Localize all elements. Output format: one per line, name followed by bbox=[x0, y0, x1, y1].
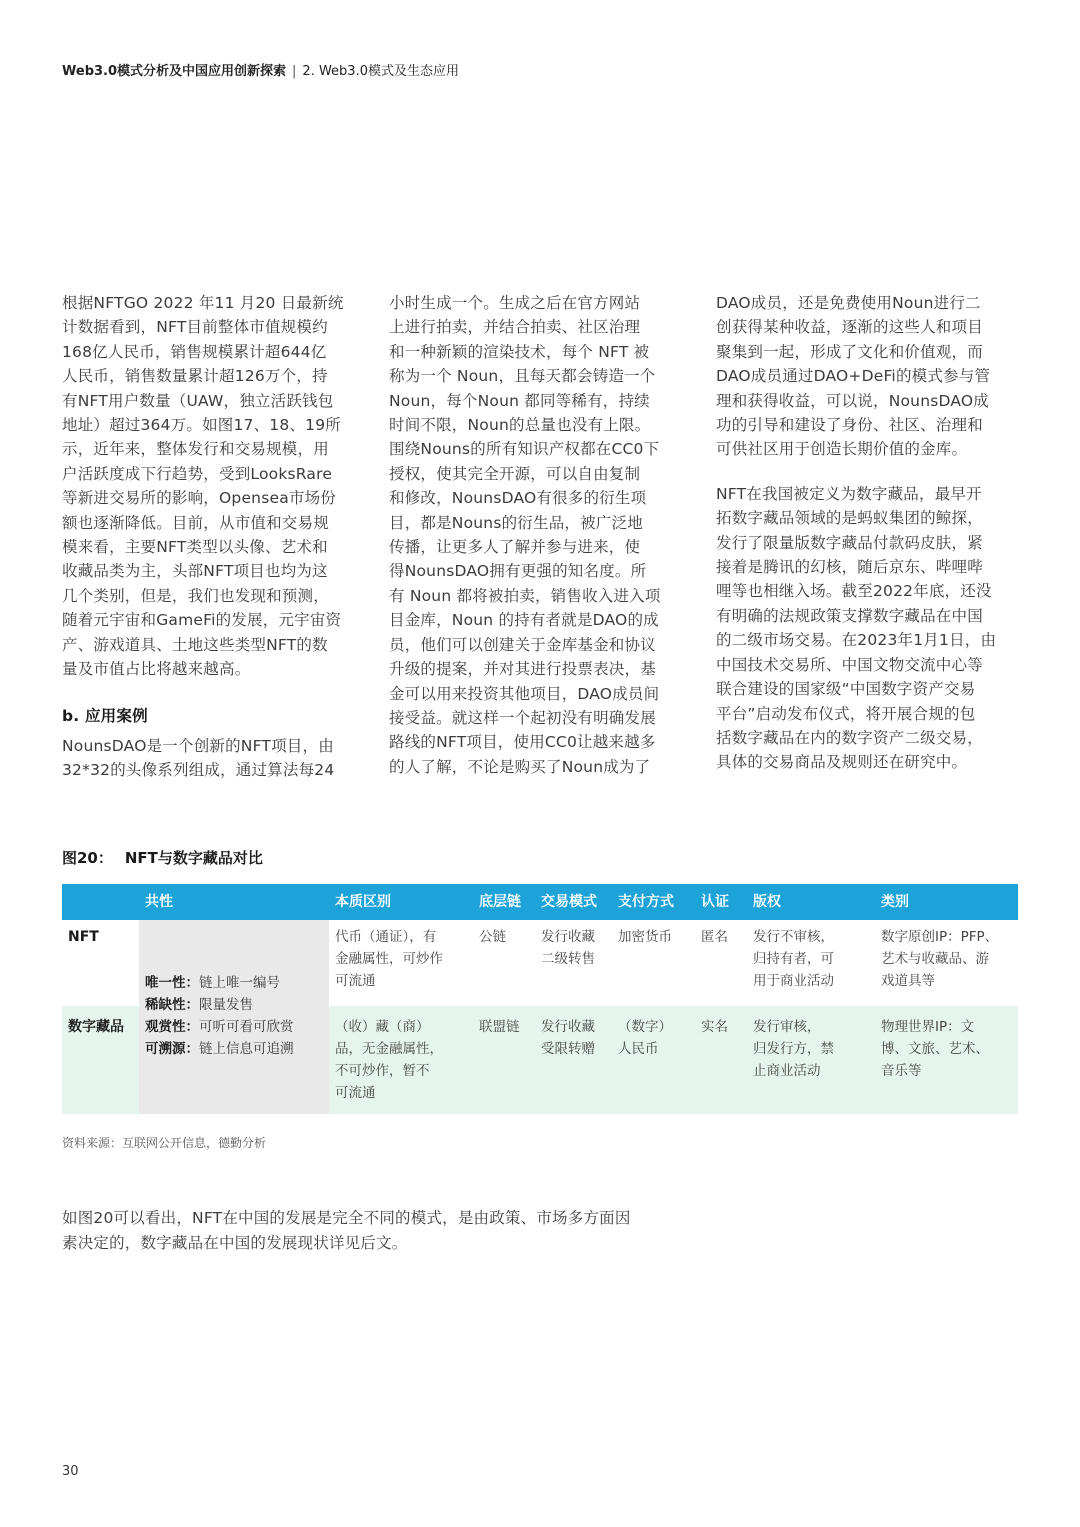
text-line: 发行审核， bbox=[753, 1019, 821, 1035]
text-line: NFT在我国被定义为数字藏品，最早开 bbox=[716, 484, 982, 503]
column1-paragraph-1 bbox=[62, 291, 362, 682]
text-line: 计数据看到，NFT目前整体市值规模约 bbox=[62, 318, 328, 337]
text-line: 示，近年来，整体发行和交易规模，用 bbox=[62, 440, 329, 459]
text-line: 目，都是Nouns的衍生品，被广泛地 bbox=[389, 513, 643, 532]
cell-auth: 实名 bbox=[695, 1006, 747, 1114]
common-trait: 观赏性：可听可看可欣赏 bbox=[145, 1019, 294, 1035]
header-separator: | bbox=[292, 64, 297, 79]
text-line: 平台”启动发布仪式，将开展合规的包 bbox=[716, 704, 976, 723]
column3-paragraph-1 bbox=[716, 291, 1021, 462]
text-line: 戏道具等 bbox=[881, 973, 935, 989]
figure-number: 图20： bbox=[62, 849, 113, 867]
text-line: 时间不限，Noun的总量也没有上限。 bbox=[389, 416, 651, 435]
common-traits-cell bbox=[139, 920, 329, 1114]
text-line: 素决定的，数字藏品在中国的发展现状详见后文。 bbox=[62, 1233, 408, 1252]
text-line: 上进行拍卖，并结合拍卖、社区治理 bbox=[389, 318, 641, 337]
text-line: 和一种新颖的渲染技术，每个 NFT 被 bbox=[389, 342, 650, 361]
text-line: 发行不审核， bbox=[753, 929, 834, 945]
text-line: 小时生成一个。生成之后在官方网站 bbox=[389, 294, 641, 312]
header-cell-payment: 支付方式 bbox=[612, 884, 695, 920]
page-number: 30 bbox=[62, 1464, 79, 1479]
header-cell-category: 类别 bbox=[875, 884, 1018, 920]
text-line: 模来看，主要NFT类型以头像、艺术和 bbox=[62, 538, 328, 557]
text-line: 户活跃度成下行趋势，受到LooksRare bbox=[62, 464, 333, 483]
text-line: 围绕Nouns的所有知识产权都在CC0下 bbox=[389, 440, 660, 459]
text-line: 接受益。就这样一个起初没有明确发展 bbox=[389, 708, 656, 727]
text-line: 品，无金融属性， bbox=[335, 1041, 443, 1057]
text-line: 受限转赠 bbox=[541, 1041, 595, 1057]
text-line: 代币（通证），有 bbox=[335, 929, 437, 945]
common-trait: 可溯源：链上信息可追溯 bbox=[145, 1041, 294, 1057]
cell-trade bbox=[535, 1006, 612, 1114]
text-line: 员，他们可以创建关于金库基金和协议 bbox=[389, 635, 656, 654]
cell-category bbox=[875, 1006, 1018, 1114]
text-line: （收）藏（商） bbox=[335, 1019, 430, 1035]
text-line: 接着是腾讯的幻核，随后京东、哔哩哔 bbox=[716, 558, 983, 577]
text-line: 不可炒作，暂不 bbox=[335, 1063, 430, 1079]
text-line: 创获得某种收益，逐渐的这些人和项目 bbox=[716, 318, 983, 337]
figure-title bbox=[62, 847, 263, 868]
cell-payment: 加密货币 bbox=[612, 920, 695, 1006]
text-line: 的人了解，不论是购买了Noun成为了 bbox=[389, 757, 651, 776]
text-line: 博、文旅、艺术、 bbox=[881, 1041, 989, 1057]
text-line: 根据NFTGO 2022 年11 月20 日最新统 bbox=[62, 294, 344, 312]
text-line: 归发行方，禁 bbox=[753, 1041, 834, 1057]
text-line: 168亿人民币，销售规模累计超644亿 bbox=[62, 342, 327, 361]
cell-payment bbox=[612, 1006, 695, 1114]
text-column-1 bbox=[62, 291, 362, 782]
text-line: 路线的NFT项目，使用CC0让越来越多 bbox=[389, 733, 656, 752]
text-line: 金可以用来投资其他项目，DAO成员间 bbox=[389, 684, 660, 703]
text-line: （数字） bbox=[618, 1019, 672, 1035]
text-line: 归持有者，可 bbox=[753, 951, 834, 967]
cell-copyright bbox=[747, 1006, 875, 1114]
common-trait: 唯一性：链上唯一编号 bbox=[145, 975, 280, 991]
text-line: 升级的提案，并对其进行投票表决，基 bbox=[389, 660, 656, 679]
figure-source: 资料来源：互联网公开信息，德勤分析 bbox=[62, 1136, 267, 1150]
page-header bbox=[62, 60, 459, 79]
header-cell-auth: 认证 bbox=[695, 884, 747, 920]
table-header-row bbox=[62, 884, 1018, 920]
comparison-table bbox=[62, 884, 1018, 1114]
text-line: 数字原创IP：PFP、 bbox=[881, 929, 999, 945]
text-line: 人民币，销售数量累计超126万个，持 bbox=[62, 367, 328, 386]
text-line: 用于商业活动 bbox=[753, 973, 834, 989]
text-line: 地址）超过364万。如图17、18、19所 bbox=[62, 416, 341, 435]
text-line: 量及市值占比将越来越高。 bbox=[62, 660, 251, 679]
text-line: 理和获得收益，可以说，NounsDAO成 bbox=[716, 391, 989, 410]
text-column-3 bbox=[716, 291, 1021, 775]
text-line: 随着元宇宙和GameFi的发展，元宇宙资 bbox=[62, 611, 342, 630]
text-line: Noun，每个Noun 都同等稀有，持续 bbox=[389, 391, 650, 410]
text-line: 金融属性，可炒作 bbox=[335, 951, 443, 967]
column1-paragraph-2 bbox=[62, 734, 362, 783]
cell-essence bbox=[329, 920, 473, 1006]
text-line: 止商业活动 bbox=[753, 1063, 821, 1079]
text-column-2 bbox=[389, 291, 689, 779]
cell-chain: 联盟链 bbox=[473, 1006, 535, 1114]
text-line: 32*32的头像系列组成，通过算法每24 bbox=[62, 760, 335, 779]
row-label-digital-collectible: 数字藏品 bbox=[62, 1006, 139, 1114]
column2-paragraph bbox=[389, 291, 689, 779]
text-line: 联合建设的国家级“中国数字资产交易 bbox=[716, 680, 976, 699]
common-trait: 稀缺性：限量发售 bbox=[145, 997, 253, 1013]
text-line: 艺术与收藏品、游 bbox=[881, 951, 989, 967]
text-line: DAO成员，还是免费使用Noun进行二 bbox=[716, 294, 981, 312]
text-line: 中国技术交易所、中国文物交流中心等 bbox=[716, 655, 983, 674]
text-line: 产、游戏道具、土地这些类型NFT的数 bbox=[62, 635, 328, 654]
header-cell-empty bbox=[62, 884, 139, 920]
text-line: 有NFT用户数量（UAW，独立活跃钱包 bbox=[62, 391, 334, 410]
cell-auth: 匿名 bbox=[695, 920, 747, 1006]
text-line: 可流通 bbox=[335, 973, 376, 989]
cell-category bbox=[875, 920, 1018, 1006]
text-line: 目金库，Noun 的持有者就是DAO的成 bbox=[389, 611, 659, 630]
text-line: 功的引导和建设了身份、社区、治理和 bbox=[716, 416, 983, 435]
text-line: 聚集到一起，形成了文化和价值观，而 bbox=[716, 342, 983, 361]
header-cell-essence: 本质区别 bbox=[329, 884, 473, 920]
text-line: 和修改，NounsDAO有很多的衍生项 bbox=[389, 489, 647, 508]
text-line: 收藏品类为主，头部NFT项目也均为这 bbox=[62, 562, 328, 581]
text-line: 授权，使其完全开源，可以自由复制 bbox=[389, 464, 641, 483]
header-cell-chain: 底层链 bbox=[473, 884, 535, 920]
row-label-nft: NFT bbox=[62, 920, 139, 1006]
table-row-nft bbox=[62, 920, 1018, 1006]
text-line: NounsDAO是一个创新的NFT项目，由 bbox=[62, 736, 334, 755]
text-line: 称为一个 Noun，且每天都会铸造一个 bbox=[389, 367, 656, 386]
text-line: 可供社区用于创造长期价值的金库。 bbox=[716, 440, 968, 459]
text-line: 如图20可以看出，NFT在中国的发展是完全不同的模式，是由政策、市场多方面因 bbox=[62, 1209, 631, 1227]
figure-caption: NFT与数字藏品对比 bbox=[124, 849, 263, 867]
column3-paragraph-2 bbox=[716, 482, 1021, 775]
text-line: 有 Noun 都将被拍卖，销售收入进入项 bbox=[389, 586, 661, 605]
text-line: 传播，让更多人了解并参与进来，使 bbox=[389, 538, 641, 557]
bottom-paragraph bbox=[62, 1206, 702, 1255]
paragraph-gap bbox=[716, 462, 1021, 482]
header-cell-trade: 交易模式 bbox=[535, 884, 612, 920]
text-line: 的二级市场交易。在2023年1月1日，由 bbox=[716, 631, 997, 650]
cell-chain: 公链 bbox=[473, 920, 535, 1006]
cell-trade bbox=[535, 920, 612, 1006]
text-line: 几个类别，但是，我们也发现和预测， bbox=[62, 586, 329, 605]
cell-essence bbox=[329, 1006, 473, 1114]
doc-title: Web3.0模式分析及中国应用创新探索 bbox=[62, 64, 287, 79]
text-line: DAO成员通过DAO+DeFi的模式参与管 bbox=[716, 367, 991, 386]
text-line: 发行了限量版数字藏品付款码皮肤，紧 bbox=[716, 533, 983, 552]
section-title: 2. Web3.0模式及生态应用 bbox=[302, 64, 459, 79]
text-line: 等新进交易所的影响，Opensea市场份 bbox=[62, 489, 337, 508]
text-line: 音乐等 bbox=[881, 1063, 922, 1079]
cell-copyright bbox=[747, 920, 875, 1006]
text-line: 哩等也相继入场。截至2022年底，还没 bbox=[716, 582, 992, 601]
text-line: 具体的交易商品及规则还在研究中。 bbox=[716, 753, 968, 772]
text-line: 得NounsDAO拥有更强的知名度。所 bbox=[389, 562, 647, 581]
text-line: 发行收藏 bbox=[541, 929, 595, 945]
section-heading-cases: b. 应用案例 bbox=[62, 706, 148, 725]
text-line: 人民币 bbox=[618, 1041, 659, 1057]
text-line: 二级转售 bbox=[541, 951, 595, 967]
text-line: 发行收藏 bbox=[541, 1019, 595, 1035]
text-line: 括数字藏品在内的数字资产二级交易， bbox=[716, 728, 983, 747]
text-line: 额也逐渐降低。目前，从市值和交易规 bbox=[62, 513, 329, 532]
text-line: 有明确的法规政策支撑数字藏品在中国 bbox=[716, 606, 983, 625]
text-line: 物理世界IP：文 bbox=[881, 1019, 975, 1035]
header-cell-common: 共性 bbox=[139, 884, 329, 920]
text-line: 可流通 bbox=[335, 1085, 376, 1101]
text-line: 拓数字藏品领域的是蚂蚁集团的鲸探， bbox=[716, 509, 983, 528]
header-cell-copyright: 版权 bbox=[747, 884, 875, 920]
